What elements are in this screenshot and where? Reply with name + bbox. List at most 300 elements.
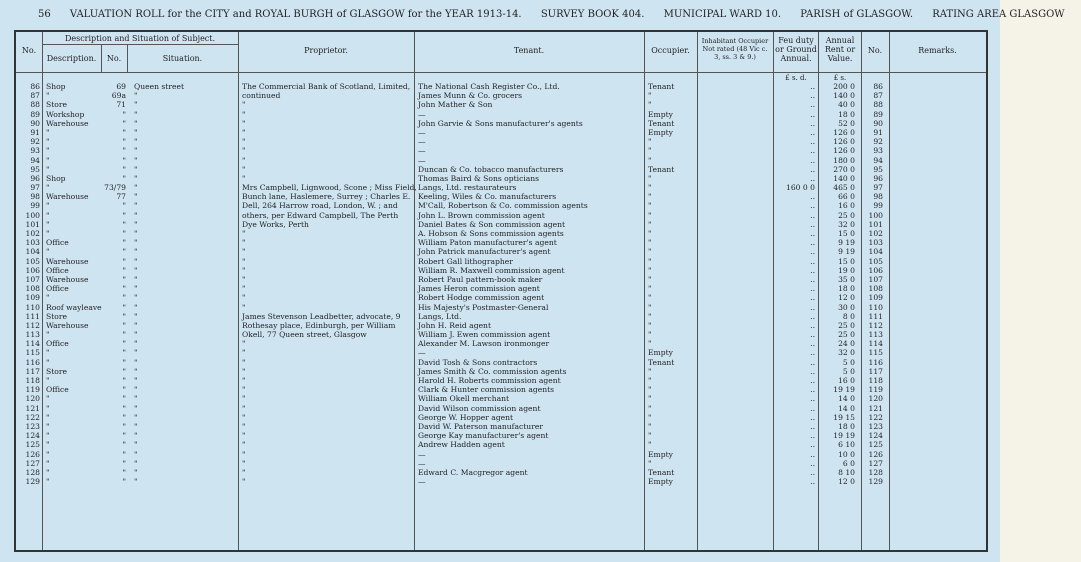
row-feu-duty: ..	[810, 82, 815, 91]
row-description: Store	[46, 100, 67, 110]
row-number-in-street: "	[122, 357, 126, 367]
row-situation: "	[134, 348, 138, 358]
row-number-in-street: 69	[116, 82, 126, 91]
row-annual-rent: 8 0	[842, 311, 855, 321]
row-number-right: 120	[868, 394, 883, 404]
row-number-right: 98	[873, 192, 883, 202]
row-proprietor: Mrs Campbell, Lignwood, Scone ; Miss Field,	[242, 183, 417, 193]
row-description: "	[46, 348, 50, 358]
row-annual-rent: 12 0	[838, 293, 855, 303]
row-occupier: Tenant	[648, 118, 675, 128]
row-feu-duty: ..	[810, 155, 815, 165]
row-number-right: 118	[868, 376, 883, 385]
row-proprietor: "	[242, 118, 246, 128]
row-occupier: "	[648, 293, 652, 303]
row-occupier: "	[648, 274, 652, 284]
row-description: "	[46, 155, 50, 165]
row-tenant: Robert Paul pattern-book maker	[418, 274, 543, 284]
row-occupier: "	[648, 146, 652, 156]
row-number-in-street: "	[122, 458, 126, 468]
row-feu-duty: ..	[810, 284, 815, 294]
row-feu-duty: ..	[810, 376, 815, 385]
row-feu-duty: ..	[810, 247, 815, 257]
row-proprietor: "	[242, 146, 246, 156]
table-row	[16, 348, 986, 357]
row-number: 99	[30, 201, 40, 211]
row-number: 129	[25, 477, 40, 487]
row-annual-rent: 6 0	[842, 458, 855, 468]
row-description: "	[46, 146, 50, 156]
row-annual-rent: 18 0	[838, 284, 855, 294]
row-tenant: Thomas Baird & Sons opticians	[418, 173, 540, 183]
row-number-right: 99	[873, 201, 883, 211]
row-number-in-street: "	[122, 412, 126, 422]
row-feu-duty: ..	[810, 100, 815, 110]
row-annual-rent: 25 0	[838, 330, 855, 340]
row-description: "	[46, 403, 50, 413]
row-number: 116	[25, 357, 40, 367]
row-proprietor: "	[242, 284, 246, 294]
row-number-right: 93	[873, 146, 883, 156]
row-situation: "	[134, 247, 138, 257]
row-number: 87	[30, 91, 40, 101]
row-feu-duty: ..	[810, 403, 815, 413]
row-occupier: "	[648, 394, 652, 404]
row-tenant: David Tosh & Sons contractors	[418, 357, 538, 367]
row-annual-rent: 200 0	[833, 82, 855, 91]
row-number-in-street: "	[122, 293, 126, 303]
row-number: 115	[25, 348, 40, 358]
row-description: "	[46, 412, 50, 422]
row-number-right: 97	[873, 183, 883, 193]
row-proprietor: "	[242, 385, 246, 395]
row-number: 119	[25, 385, 40, 395]
row-number-in-street: "	[122, 431, 126, 441]
row-occupier: "	[648, 302, 652, 312]
row-description: Office	[46, 284, 69, 294]
row-occupier: "	[648, 366, 652, 376]
row-occupier: "	[648, 219, 652, 229]
row-number-in-street: 71	[116, 100, 126, 110]
row-proprietor: "	[242, 109, 246, 119]
row-annual-rent: 24 0	[838, 339, 855, 349]
row-number-in-street: "	[122, 164, 126, 174]
row-proprietor: "	[242, 100, 246, 110]
row-annual-rent: 32 0	[838, 348, 855, 358]
col-header-description: Description.	[46, 54, 97, 63]
row-description: "	[46, 431, 50, 441]
row-number-in-street: "	[122, 311, 126, 321]
row-annual-rent: 19 0	[838, 265, 855, 275]
row-situation: "	[134, 293, 138, 303]
row-tenant: Langs, Ltd. restaurateurs	[418, 183, 517, 193]
row-proprietor: "	[242, 274, 246, 284]
row-number: 100	[25, 210, 40, 220]
row-number-in-street: "	[122, 302, 126, 312]
row-annual-rent: 9 19	[838, 247, 855, 257]
row-number-in-street: 77	[116, 192, 126, 202]
row-occupier: Tenant	[648, 357, 675, 367]
table-row	[16, 477, 986, 486]
table-row	[16, 183, 986, 192]
col-header-inhabitant: Inhabitant Occupier Not rated (48 Vic c. 3, ss. 3 & 9.)	[701, 37, 769, 61]
row-annual-rent: 15 0	[838, 256, 855, 266]
row-tenant: George Kay manufacturer's agent	[418, 431, 549, 441]
row-proprietor: "	[242, 293, 246, 303]
row-annual-rent: 180 0	[833, 155, 855, 165]
row-occupier: "	[648, 339, 652, 349]
row-feu-duty: ..	[810, 467, 815, 477]
row-description: Roof wayleave	[46, 302, 102, 312]
row-tenant: —	[418, 348, 426, 358]
row-situation: "	[134, 477, 138, 487]
col-header-occupier: Occupier.	[651, 46, 690, 55]
row-tenant: John Garvie & Sons manufacturer's agents	[418, 118, 583, 128]
row-annual-rent: 19 15	[833, 412, 855, 422]
row-number-right: 94	[873, 155, 883, 165]
row-number-right: 104	[868, 247, 883, 257]
row-feu-duty: ..	[810, 348, 815, 358]
row-situation: "	[134, 229, 138, 238]
row-number-right: 102	[868, 229, 883, 238]
row-description: "	[46, 330, 50, 340]
row-description: Warehouse	[46, 274, 89, 284]
roll-table	[14, 30, 988, 552]
col-header-rent: Annual Rent or Value.	[824, 36, 856, 63]
row-tenant: —	[418, 137, 426, 147]
row-number: 104	[25, 247, 40, 257]
row-occupier: "	[648, 155, 652, 165]
row-description: "	[46, 477, 50, 487]
row-occupier: Empty	[648, 477, 673, 487]
row-tenant: David Wilson commission agent	[418, 403, 541, 413]
page-number: 56	[38, 9, 51, 20]
table-row	[16, 192, 986, 201]
table-row	[16, 110, 986, 119]
row-number: 112	[25, 320, 40, 330]
row-tenant: William Okell merchant	[418, 394, 510, 404]
row-annual-rent: 9 19	[838, 238, 855, 248]
row-situation: "	[134, 109, 138, 119]
row-number-in-street: "	[122, 274, 126, 284]
row-situation: "	[134, 183, 138, 193]
row-tenant: Daniel Bates & Son commission agent	[418, 219, 566, 229]
row-number-right: 115	[868, 348, 883, 358]
row-annual-rent: 465 0	[833, 183, 855, 193]
table-row	[16, 201, 986, 210]
row-tenant: James Munn & Co. grocers	[418, 91, 523, 101]
row-occupier: "	[648, 173, 652, 183]
row-feu-duty: ..	[810, 274, 815, 284]
row-number-right: 106	[868, 265, 883, 275]
table-row	[16, 468, 986, 477]
row-tenant: A. Hobson & Sons commission agents	[418, 229, 564, 238]
table-row	[16, 266, 986, 275]
row-annual-rent: 52 0	[838, 118, 855, 128]
row-description: Warehouse	[46, 192, 89, 202]
row-description: "	[46, 229, 50, 238]
row-situation: "	[134, 265, 138, 275]
row-number-right: 87	[873, 91, 883, 101]
col-header-no-right: No.	[867, 46, 883, 55]
row-situation: "	[134, 100, 138, 110]
row-number-right: 108	[868, 284, 883, 294]
row-proprietor: "	[242, 449, 246, 459]
row-description: "	[46, 219, 50, 229]
row-annual-rent: 140 0	[833, 173, 855, 183]
row-number-in-street: "	[122, 385, 126, 395]
row-number-in-street: "	[122, 146, 126, 156]
row-description: Store	[46, 311, 67, 321]
table-row	[16, 339, 986, 348]
row-tenant: William J. Ewen commission agent	[418, 330, 551, 340]
row-annual-rent: 8 10	[838, 467, 855, 477]
row-proprietor: "	[242, 366, 246, 376]
row-number-right: 122	[868, 412, 883, 422]
row-situation: "	[134, 339, 138, 349]
row-proprietor: "	[242, 394, 246, 404]
row-number: 107	[25, 274, 40, 284]
row-feu-duty: ..	[810, 330, 815, 340]
row-number-right: 112	[868, 320, 883, 330]
row-proprietor: "	[242, 155, 246, 165]
row-tenant: —	[418, 477, 426, 487]
row-proprietor: Okell, 77 Queen street, Glasgow	[242, 330, 367, 340]
row-number: 110	[25, 302, 40, 312]
row-proprietor: continued	[242, 91, 281, 101]
row-number-in-street: "	[122, 229, 126, 238]
row-proprietor: "	[242, 357, 246, 367]
row-proprietor: "	[242, 127, 246, 137]
table-row	[16, 385, 986, 394]
table-row	[16, 394, 986, 403]
row-proprietor: Rothesay place, Edinburgh, per William	[242, 320, 396, 330]
row-tenant: Clark & Hunter commission agents	[418, 385, 555, 395]
row-number-in-street: "	[122, 449, 126, 459]
row-tenant: David W. Paterson manufacturer	[418, 421, 543, 431]
row-number: 122	[25, 412, 40, 422]
row-number: 118	[25, 376, 40, 385]
row-feu-duty: ..	[810, 421, 815, 431]
table-row	[16, 146, 986, 155]
row-feu-duty: ..	[810, 192, 815, 202]
table-row	[16, 82, 986, 91]
table-row	[16, 303, 986, 312]
table-row	[16, 376, 986, 385]
col-header-remarks: Remarks.	[918, 46, 957, 55]
row-proprietor: "	[242, 376, 246, 385]
row-number: 89	[30, 109, 40, 119]
row-description: "	[46, 91, 50, 101]
row-tenant: John L. Brown commission agent	[418, 210, 545, 220]
row-number-right: 117	[868, 366, 883, 376]
row-occupier: "	[648, 100, 652, 110]
row-number: 121	[25, 403, 40, 413]
row-tenant: M'Call, Robertson & Co. commission agents	[418, 201, 588, 211]
table-row	[16, 431, 986, 440]
row-feu-duty: ..	[810, 477, 815, 487]
row-annual-rent: 15 0	[838, 229, 855, 238]
row-number-in-street: "	[122, 284, 126, 294]
row-annual-rent: 32 0	[838, 219, 855, 229]
col-header-proprietor: Proprietor.	[304, 46, 348, 55]
row-number-right: 126	[868, 449, 883, 459]
row-number: 124	[25, 431, 40, 441]
table-row	[16, 119, 986, 128]
row-number: 126	[25, 449, 40, 459]
row-feu-duty: ..	[810, 201, 815, 211]
row-situation: "	[134, 320, 138, 330]
row-situation: "	[134, 210, 138, 220]
row-tenant: George W. Hopper agent	[418, 412, 514, 422]
row-occupier: "	[648, 265, 652, 275]
row-tenant: Langs, Ltd.	[418, 311, 462, 321]
row-number-in-street: "	[122, 256, 126, 266]
survey-book: SURVEY BOOK 404.	[540, 9, 645, 20]
row-number: 96	[30, 173, 40, 183]
row-tenant: John H. Reid agent	[418, 320, 492, 330]
row-situation: "	[134, 311, 138, 321]
row-occupier: "	[648, 256, 652, 266]
row-proprietor: "	[242, 412, 246, 422]
table-row	[16, 459, 986, 468]
row-tenant: Andrew Hadden agent	[418, 440, 505, 450]
row-situation: "	[134, 376, 138, 385]
row-number: 113	[25, 330, 40, 340]
row-occupier: "	[648, 320, 652, 330]
row-annual-rent: 270 0	[833, 164, 855, 174]
row-situation: "	[134, 91, 138, 101]
row-occupier: Tenant	[648, 82, 675, 91]
row-tenant: James Heron commission agent	[418, 284, 540, 294]
table-row	[16, 229, 986, 238]
table-row	[16, 450, 986, 459]
table-row	[16, 100, 986, 109]
row-situation: "	[134, 146, 138, 156]
row-number-in-street: "	[122, 394, 126, 404]
row-feu-duty: ..	[810, 146, 815, 156]
row-situation: "	[134, 366, 138, 376]
row-feu-duty: ..	[810, 164, 815, 174]
row-situation: "	[134, 137, 138, 147]
row-proprietor: "	[242, 339, 246, 349]
row-number-right: 119	[868, 385, 883, 395]
row-number: 90	[30, 118, 40, 128]
row-number-in-street: "	[122, 247, 126, 257]
row-number-right: 125	[868, 440, 883, 450]
row-feu-duty: ..	[810, 256, 815, 266]
row-annual-rent: 16 0	[838, 376, 855, 385]
row-number-right: 107	[868, 274, 883, 284]
row-tenant: His Majesty's Postmaster-General	[418, 302, 549, 312]
row-number: 86	[30, 82, 40, 91]
row-feu-duty: ..	[810, 293, 815, 303]
row-description: "	[46, 449, 50, 459]
row-number: 95	[30, 164, 40, 174]
row-annual-rent: 140 0	[833, 91, 855, 101]
table-row	[16, 220, 986, 229]
table-row	[16, 247, 986, 256]
roll-rows	[16, 82, 986, 486]
table-row	[16, 330, 986, 339]
table-row	[16, 137, 986, 146]
row-number-right: 105	[868, 256, 883, 266]
row-situation: "	[134, 256, 138, 266]
row-number-in-street: "	[122, 477, 126, 487]
row-feu-duty: ..	[810, 394, 815, 404]
row-occupier: "	[648, 137, 652, 147]
row-description: "	[46, 201, 50, 211]
row-situation: Queen street	[134, 82, 185, 91]
row-occupier: "	[648, 284, 652, 294]
parish: PARISH of GLASGOW.	[800, 9, 914, 20]
row-description: "	[46, 357, 50, 367]
row-feu-duty: ..	[810, 137, 815, 147]
row-number-right: 113	[868, 330, 883, 340]
row-description: Warehouse	[46, 256, 89, 266]
row-number-right: 103	[868, 238, 883, 248]
table-row	[16, 128, 986, 137]
row-situation: "	[134, 238, 138, 248]
row-description: Shop	[46, 173, 66, 183]
row-occupier: "	[648, 247, 652, 257]
row-occupier: "	[648, 91, 652, 101]
row-situation: "	[134, 440, 138, 450]
row-number-in-street: "	[122, 403, 126, 413]
row-number: 111	[25, 311, 40, 321]
row-number-in-street: "	[122, 155, 126, 165]
row-number-in-street: "	[122, 320, 126, 330]
row-occupier: "	[648, 330, 652, 340]
row-description: "	[46, 293, 50, 303]
row-number: 128	[25, 467, 40, 477]
row-number-right: 100	[868, 210, 883, 220]
row-proprietor: "	[242, 164, 246, 174]
row-occupier: "	[648, 376, 652, 385]
row-proprietor: "	[242, 421, 246, 431]
row-number: 120	[25, 394, 40, 404]
col-header-situation: Situation.	[162, 54, 203, 63]
table-row	[16, 211, 986, 220]
row-tenant: Robert Gall lithographer	[418, 256, 513, 266]
row-proprietor: "	[242, 238, 246, 248]
row-annual-rent: 14 0	[838, 403, 855, 413]
row-number: 109	[25, 293, 40, 303]
row-proprietor: "	[242, 302, 246, 312]
row-occupier: Empty	[648, 127, 673, 137]
row-feu-duty: 160 0 0	[786, 183, 815, 193]
row-occupier: "	[648, 385, 652, 395]
row-proprietor: others, per Edward Campbell, The Perth	[242, 210, 399, 220]
row-tenant: William R. Maxwell commission agent	[418, 265, 565, 275]
row-annual-rent: 126 0	[833, 146, 855, 156]
row-number-in-street: "	[122, 201, 126, 211]
col-header-number: No.	[106, 54, 122, 63]
row-number: 91	[30, 127, 40, 137]
row-tenant: Duncan & Co. tobacco manufacturers	[418, 164, 564, 174]
row-description: Workshop	[46, 109, 85, 119]
row-feu-duty: ..	[810, 339, 815, 349]
col-header-subject: Description and Situation of Subject.	[64, 34, 216, 43]
table-row	[16, 404, 986, 413]
row-feu-duty: ..	[810, 366, 815, 376]
row-situation: "	[134, 192, 138, 202]
row-annual-rent: 30 0	[838, 302, 855, 312]
row-feu-duty: ..	[810, 265, 815, 275]
row-number-right: 95	[873, 164, 883, 174]
row-occupier: "	[648, 412, 652, 422]
row-number-in-street: "	[122, 421, 126, 431]
